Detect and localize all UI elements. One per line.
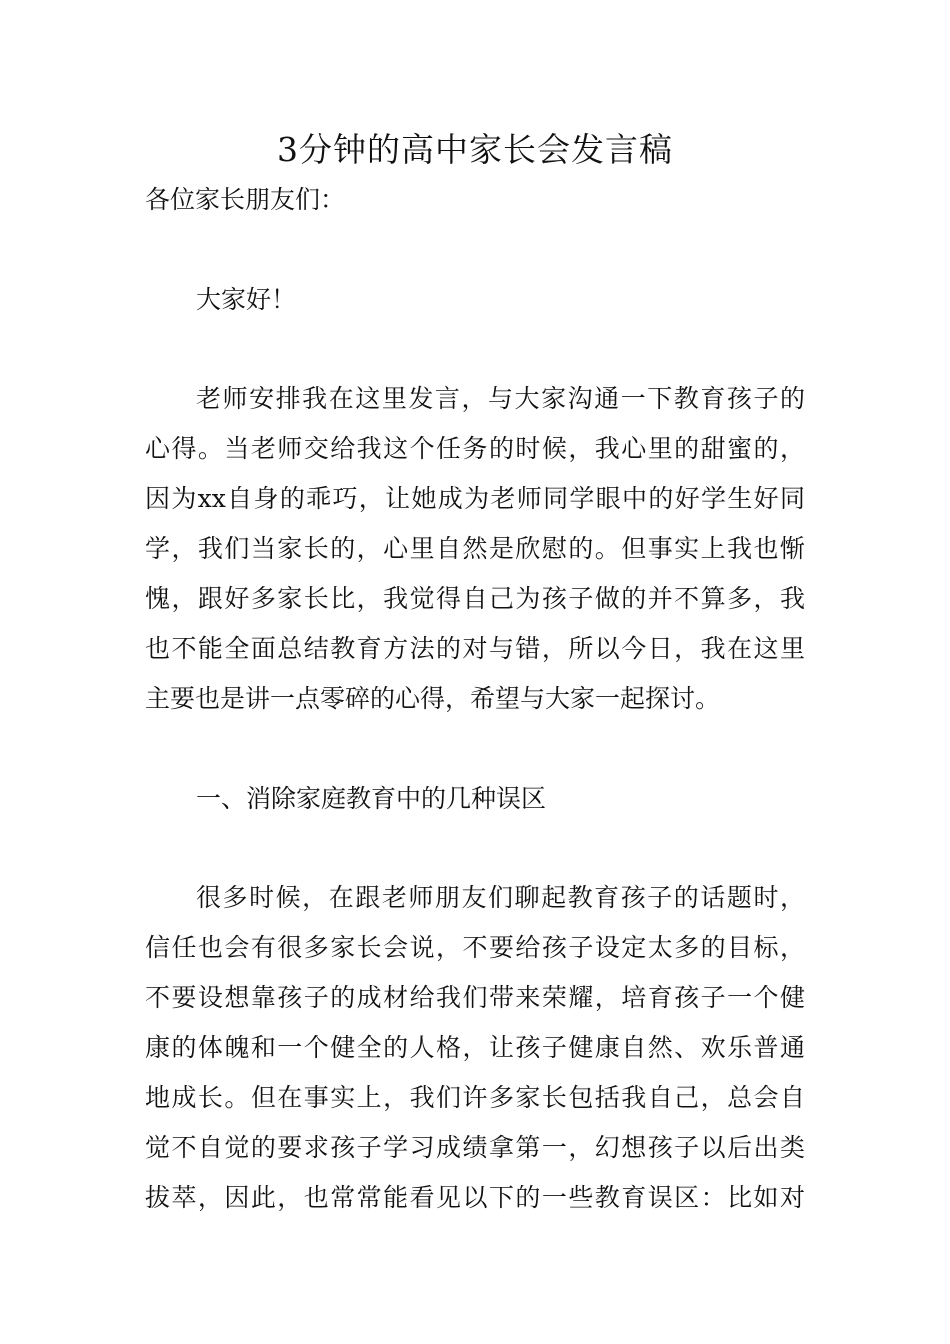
paragraph-line: 地成长。但在事实上，我们许多家长包括我自己，总会自 <box>145 1083 805 1112</box>
paragraph-line: 因为xx自身的乖巧，让她成为老师同学眼中的好学生好同 <box>145 484 805 513</box>
paragraph-line: 不要设想靠孩子的成材给我们带来荣耀，培育孩子一个健 <box>145 983 805 1012</box>
paragraph-line: 老师安排我在这里发言，与大家沟通一下教育孩子的 <box>196 384 805 413</box>
paragraph-line: 拔萃，因此，也常常能看见以下的一些教育误区：比如对 <box>145 1183 805 1212</box>
paragraph-line: 心得。当老师交给我这个任务的时候，我心里的甜蜜的， <box>145 434 805 463</box>
paragraph-line: 康的体魄和一个健全的人格，让孩子健康自然、欢乐普通 <box>145 1033 805 1062</box>
paragraph-line: 主要也是讲一点零碎的心得，希望与大家一起探讨。 <box>145 684 721 713</box>
paragraph-line: 愧，跟好多家长比，我觉得自己为孩子做的并不算多，我 <box>145 584 805 613</box>
paragraph-line: 信任也会有很多家长会说，不要给孩子设定太多的目标， <box>145 933 805 962</box>
section-heading: 一、消除家庭教育中的几种误区 <box>196 784 547 813</box>
salutation: 各位家长朋友们： <box>145 185 346 214</box>
paragraph-line: 学，我们当家长的，心里自然是欣慰的。但事实上我也惭 <box>145 534 805 563</box>
document-title: 3分钟的高中家长会发言稿 <box>277 130 673 169</box>
paragraph-line: 觉不自觉的要求孩子学习成绩拿第一，幻想孩子以后出类 <box>145 1133 805 1162</box>
paragraph-line: 也不能全面总结教育方法的对与错，所以今日，我在这里 <box>145 634 805 663</box>
greeting: 大家好！ <box>196 285 297 314</box>
paragraph-line: 很多时候，在跟老师朋友们聊起教育孩子的话题时， <box>196 883 805 912</box>
